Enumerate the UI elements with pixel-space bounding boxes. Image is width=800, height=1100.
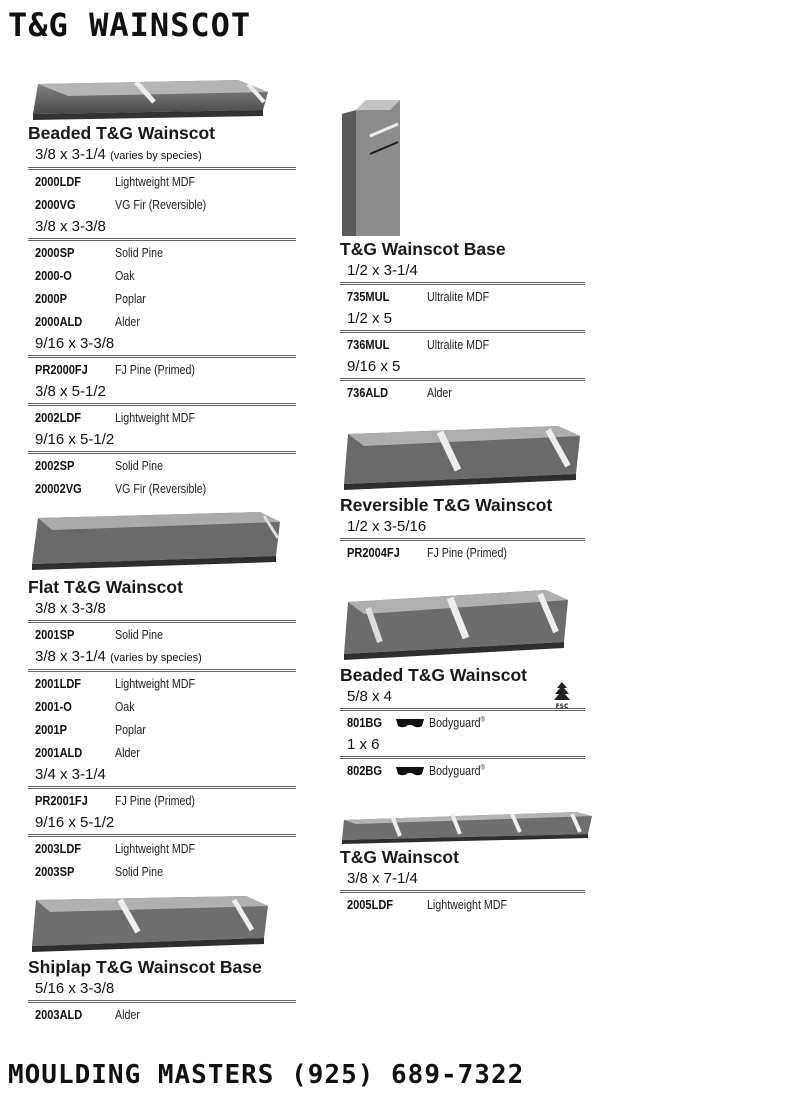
base-profile-illustration [340, 96, 420, 238]
product-row [340, 711, 585, 734]
section-beaded-wainscot [28, 70, 296, 500]
product-code: 2000SP [35, 245, 75, 260]
size-group [340, 260, 585, 308]
size-group [340, 516, 585, 564]
product-code: 2003ALD [35, 1007, 83, 1022]
product-row [340, 541, 585, 564]
product-desc: Ultralite MDF [427, 289, 490, 304]
size-group [28, 764, 296, 812]
beaded-profile-illustration [28, 70, 273, 122]
product-desc: VG Fir (Reversible) [115, 481, 207, 496]
product-desc: Alder [115, 314, 140, 329]
product-row [28, 358, 296, 381]
product-row [340, 893, 585, 916]
flat-profile-illustration [28, 508, 283, 576]
product-code: 2000-O [35, 268, 72, 283]
size-group [340, 308, 585, 356]
size-label: 3/4 x 3-1/4 [28, 764, 296, 789]
size-note: (varies by species) [110, 652, 202, 664]
product-desc: Poplar [115, 722, 146, 737]
product-code: 736ALD [347, 385, 389, 400]
section-shiplap-base [28, 888, 296, 1026]
product-code: 2003LDF [35, 841, 82, 856]
product-desc: Alder [427, 385, 452, 400]
section-title: T&G Wainscot [340, 847, 459, 867]
size-group [28, 812, 296, 883]
section-title: Beaded T&G Wainscot [340, 665, 528, 685]
size-group [28, 381, 296, 429]
size-label: 9/16 x 3-3/8 [28, 333, 296, 358]
product-row [28, 860, 296, 883]
product-row [28, 718, 296, 741]
product-row [28, 1003, 296, 1026]
footer-contact: MOULDING MASTERS (925) 689-7322 [8, 1060, 525, 1090]
section-title: T&G Wainscot Base [340, 239, 506, 259]
product-code: 2002LDF [35, 410, 82, 425]
product-code: 2000LDF [35, 174, 82, 189]
size-label: 5/8 x 4 [340, 686, 585, 711]
product-code: 2000VG [35, 197, 76, 212]
product-code: 2001LDF [35, 676, 82, 691]
tg-profile-illustration [340, 808, 595, 846]
section-tg-wainscot [340, 808, 585, 916]
product-desc: Alder [115, 1007, 140, 1022]
product-desc: Bodyguard® [429, 715, 485, 730]
product-desc: Solid Pine [115, 245, 164, 260]
page-title: T&G WAINSCOT [8, 6, 252, 44]
product-desc: VG Fir (Reversible) [115, 197, 207, 212]
product-desc: Oak [115, 268, 135, 283]
product-desc: Lightweight MDF [115, 841, 195, 856]
product-row [340, 285, 585, 308]
size-label: 3/8 x 3-3/8 [28, 598, 296, 623]
size-label: 3/8 x 3-1/4 (varies by species) [28, 646, 296, 672]
product-row [28, 789, 296, 812]
product-row [28, 477, 296, 500]
product-row [28, 287, 296, 310]
safety-glasses-icon [395, 764, 425, 778]
size-group [28, 216, 296, 333]
size-label: 1 x 6 [340, 734, 585, 759]
product-desc: Solid Pine [115, 627, 164, 642]
product-code: 802BG [347, 763, 383, 778]
fsc-logo-icon [549, 680, 575, 710]
product-desc: Solid Pine [115, 864, 164, 879]
size-label: 3/8 x 5-1/2 [28, 381, 296, 406]
size-group [340, 868, 585, 916]
size-label: 9/16 x 5 [340, 356, 585, 381]
product-desc: Lightweight MDF [115, 410, 195, 425]
size-group [28, 978, 296, 1026]
product-row [28, 741, 296, 764]
section-title: Reversible T&G Wainscot [340, 495, 553, 515]
size-label: 1/2 x 5 [340, 308, 585, 333]
product-code: 2000ALD [35, 314, 83, 329]
product-desc: FJ Pine (Primed) [115, 793, 195, 808]
size-label: 3/8 x 3-3/8 [28, 216, 296, 241]
product-desc: Lightweight MDF [115, 676, 195, 691]
product-row [28, 170, 296, 193]
product-code: 2005LDF [347, 897, 394, 912]
product-row [28, 623, 296, 646]
product-code: 2003SP [35, 864, 75, 879]
product-row [28, 241, 296, 264]
product-code: 2002SP [35, 458, 75, 473]
svg-text:FSC: FSC [555, 703, 569, 710]
product-code: PR2001FJ [35, 793, 88, 808]
product-desc: FJ Pine (Primed) [115, 362, 195, 377]
size-label: 1/2 x 3-5/16 [340, 516, 585, 541]
product-row [28, 310, 296, 333]
product-code: PR2000FJ [35, 362, 88, 377]
product-row [28, 454, 296, 477]
product-code: PR2004FJ [347, 545, 400, 560]
product-desc: Bodyguard® [429, 763, 485, 778]
shiplap-profile-illustration [28, 888, 273, 956]
size-label: 9/16 x 5-1/2 [28, 812, 296, 837]
product-code: 2001SP [35, 627, 75, 642]
section-title: Shiplap T&G Wainscot Base [28, 957, 262, 977]
product-row [28, 193, 296, 216]
product-code: 2000P [35, 291, 67, 306]
product-code: 20002VG [35, 481, 82, 496]
product-desc: Ultralite MDF [427, 337, 490, 352]
section-flat-wainscot [28, 508, 296, 883]
product-row [28, 264, 296, 287]
size-note: (varies by species) [110, 150, 202, 162]
product-row [28, 406, 296, 429]
section-reversible-wainscot [340, 418, 585, 564]
section-beaded-bodyguard [340, 584, 585, 782]
product-code: 2001-O [35, 699, 72, 714]
size-group [28, 598, 296, 646]
beaded-bodyguard-profile-illustration [340, 584, 575, 664]
product-code: 2001P [35, 722, 67, 737]
product-code: 2001ALD [35, 745, 83, 760]
product-desc: Oak [115, 699, 135, 714]
size-group [340, 356, 585, 404]
product-desc: FJ Pine (Primed) [427, 545, 507, 560]
product-row [340, 381, 585, 404]
size-label: 3/8 x 7-1/4 [340, 868, 585, 893]
product-row [340, 759, 585, 782]
section-wainscot-base [340, 96, 585, 404]
size-label: 3/8 x 3-1/4 (varies by species) [28, 144, 296, 170]
product-desc: Lightweight MDF [427, 897, 507, 912]
section-title: Flat T&G Wainscot [28, 577, 183, 597]
product-desc: Lightweight MDF [115, 174, 195, 189]
product-row [28, 695, 296, 718]
product-code: 801BG [347, 715, 383, 730]
size-group [28, 646, 296, 764]
size-group [28, 333, 296, 381]
size-group [28, 429, 296, 500]
product-row [340, 333, 585, 356]
product-code: 736MUL [347, 337, 390, 352]
size-group [340, 734, 585, 782]
product-row [28, 837, 296, 860]
size-label: 1/2 x 3-1/4 [340, 260, 585, 285]
product-desc: Alder [115, 745, 140, 760]
reversible-profile-illustration [340, 418, 585, 494]
product-row [28, 672, 296, 695]
size-label: 9/16 x 5-1/2 [28, 429, 296, 454]
section-title: Beaded T&G Wainscot [28, 123, 216, 143]
product-desc: Solid Pine [115, 458, 164, 473]
safety-glasses-icon [395, 716, 425, 730]
size-group [28, 144, 296, 216]
size-label: 5/16 x 3-3/8 [28, 978, 296, 1003]
product-desc: Poplar [115, 291, 146, 306]
product-code: 735MUL [347, 289, 390, 304]
